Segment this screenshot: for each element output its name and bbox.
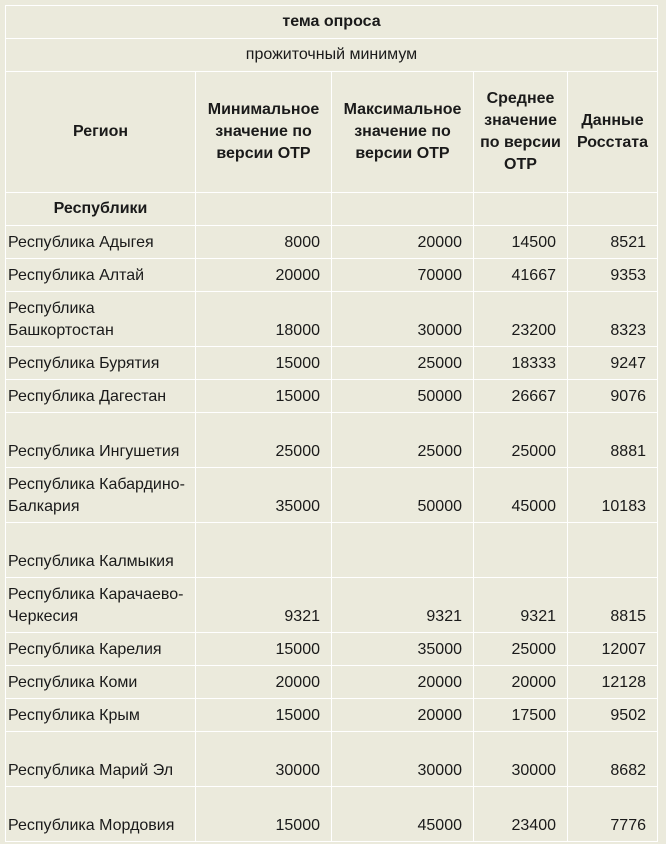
max-value-cell: 20000 bbox=[332, 699, 474, 732]
max-value-cell: 70000 bbox=[332, 259, 474, 292]
max-value-cell: 9321 bbox=[332, 578, 474, 633]
avg-value-cell: 25000 bbox=[474, 633, 568, 666]
rosstat-value-cell: 10183 bbox=[568, 468, 658, 523]
region-cell: Республика Ингушетия bbox=[6, 413, 196, 468]
max-value-cell: 50000 bbox=[332, 468, 474, 523]
avg-value-cell: 26667 bbox=[474, 380, 568, 413]
max-value-cell: 25000 bbox=[332, 347, 474, 380]
avg-value-cell: 30000 bbox=[474, 732, 568, 787]
table-row bbox=[6, 787, 658, 842]
table-row bbox=[6, 347, 658, 380]
table-row bbox=[6, 633, 658, 666]
region-cell: Республика Калмыкия bbox=[6, 523, 196, 578]
rosstat-value-cell: 8815 bbox=[568, 578, 658, 633]
table-row bbox=[6, 413, 658, 468]
rosstat-value-cell bbox=[568, 523, 658, 578]
rosstat-value-cell: 8521 bbox=[568, 226, 658, 259]
rosstat-value-cell: 9502 bbox=[568, 699, 658, 732]
table-subtitle: прожиточный минимум bbox=[6, 39, 658, 72]
table-container bbox=[5, 5, 658, 842]
rosstat-value-cell: 9353 bbox=[568, 259, 658, 292]
max-value-cell: 35000 bbox=[332, 633, 474, 666]
min-value-cell: 20000 bbox=[196, 666, 332, 699]
table-row bbox=[6, 226, 658, 259]
max-value-cell: 30000 bbox=[332, 292, 474, 347]
min-value-cell: 35000 bbox=[196, 468, 332, 523]
rosstat-value-cell: 8881 bbox=[568, 413, 658, 468]
avg-value-cell: 45000 bbox=[474, 468, 568, 523]
min-value-cell: 15000 bbox=[196, 699, 332, 732]
max-value-cell: 20000 bbox=[332, 226, 474, 259]
rosstat-value-cell: 9247 bbox=[568, 347, 658, 380]
min-value-cell: 20000 bbox=[196, 259, 332, 292]
rosstat-value-cell: 9076 bbox=[568, 380, 658, 413]
table-row bbox=[6, 666, 658, 699]
region-cell: Республика Карачаево-Черкесия bbox=[6, 578, 196, 633]
region-cell: Республика Коми bbox=[6, 666, 196, 699]
rosstat-value-cell: 12128 bbox=[568, 666, 658, 699]
min-value-cell: 30000 bbox=[196, 732, 332, 787]
header-region: Регион bbox=[6, 72, 196, 193]
region-cell: Республика Дагестан bbox=[6, 380, 196, 413]
min-value-cell: 9321 bbox=[196, 578, 332, 633]
header-avg: Среднее значение по версии ОТР bbox=[474, 72, 568, 193]
avg-value-cell: 9321 bbox=[474, 578, 568, 633]
table-row bbox=[6, 699, 658, 732]
empty-cell bbox=[568, 193, 658, 226]
max-value-cell: 25000 bbox=[332, 413, 474, 468]
region-cell: Республика Адыгея bbox=[6, 226, 196, 259]
max-value-cell bbox=[332, 523, 474, 578]
table-row bbox=[6, 578, 658, 633]
max-value-cell: 45000 bbox=[332, 787, 474, 842]
region-cell: Республика Башкортостан bbox=[6, 292, 196, 347]
region-cell: Республика Мордовия bbox=[6, 787, 196, 842]
avg-value-cell: 17500 bbox=[474, 699, 568, 732]
table-title: тема опроса bbox=[6, 6, 658, 39]
subsistence-minimum-table bbox=[5, 5, 658, 842]
min-value-cell: 25000 bbox=[196, 413, 332, 468]
region-cell: Республика Алтай bbox=[6, 259, 196, 292]
region-cell: Республика Бурятия bbox=[6, 347, 196, 380]
min-value-cell: 15000 bbox=[196, 380, 332, 413]
region-cell: Республика Крым bbox=[6, 699, 196, 732]
avg-value-cell: 18333 bbox=[474, 347, 568, 380]
avg-value-cell: 25000 bbox=[474, 413, 568, 468]
avg-value-cell: 20000 bbox=[474, 666, 568, 699]
rosstat-value-cell: 12007 bbox=[568, 633, 658, 666]
avg-value-cell: 14500 bbox=[474, 226, 568, 259]
table-row bbox=[6, 292, 658, 347]
rosstat-value-cell: 8323 bbox=[568, 292, 658, 347]
empty-cell bbox=[332, 193, 474, 226]
max-value-cell: 50000 bbox=[332, 380, 474, 413]
section-label: Республики bbox=[6, 193, 196, 226]
table-row bbox=[6, 732, 658, 787]
max-value-cell: 30000 bbox=[332, 732, 474, 787]
header-rosstat: Данные Росстата bbox=[568, 72, 658, 193]
region-cell: Республика Кабардино-Балкария bbox=[6, 468, 196, 523]
table-row bbox=[6, 468, 658, 523]
rosstat-value-cell: 8682 bbox=[568, 732, 658, 787]
table-row bbox=[6, 380, 658, 413]
min-value-cell: 15000 bbox=[196, 633, 332, 666]
region-cell: Республика Марий Эл bbox=[6, 732, 196, 787]
region-cell: Республика Карелия bbox=[6, 633, 196, 666]
table-row bbox=[6, 523, 658, 578]
header-max: Максимальное значение по версии ОТР bbox=[332, 72, 474, 193]
header-min: Минимальное значение по версии ОТР bbox=[196, 72, 332, 193]
min-value-cell: 15000 bbox=[196, 347, 332, 380]
empty-cell bbox=[474, 193, 568, 226]
table-row bbox=[6, 259, 658, 292]
min-value-cell: 18000 bbox=[196, 292, 332, 347]
avg-value-cell: 41667 bbox=[474, 259, 568, 292]
min-value-cell: 8000 bbox=[196, 226, 332, 259]
avg-value-cell bbox=[474, 523, 568, 578]
empty-cell bbox=[196, 193, 332, 226]
avg-value-cell: 23400 bbox=[474, 787, 568, 842]
avg-value-cell: 23200 bbox=[474, 292, 568, 347]
max-value-cell: 20000 bbox=[332, 666, 474, 699]
rosstat-value-cell: 7776 bbox=[568, 787, 658, 842]
min-value-cell: 15000 bbox=[196, 787, 332, 842]
min-value-cell bbox=[196, 523, 332, 578]
